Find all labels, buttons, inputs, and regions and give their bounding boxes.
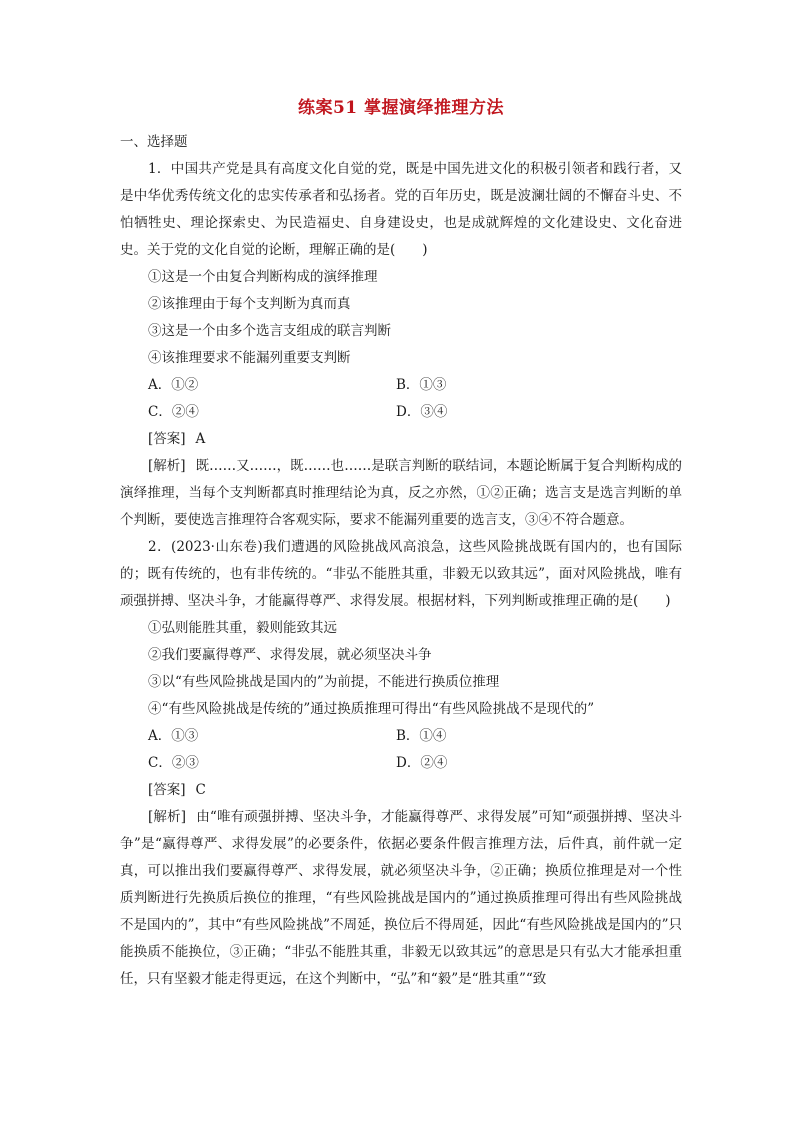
statement-item: ②我们要赢得尊严、求得发展，就必须坚决斗争 <box>148 647 432 663</box>
answer-tag: [答案] <box>148 782 186 798</box>
choice-row <box>120 750 682 777</box>
choice-d: D．②④ <box>396 755 448 771</box>
statement-item: ①这是一个由复合判断构成的演绎推理 <box>148 269 378 285</box>
section-heading: 一、选择题 <box>120 134 188 150</box>
analysis-text: 既……又……，既……也……是联言判断的联结词，本题论断属于复合判断构成的演绎推理，当每个支判断都真时推理结论为真，反之亦然，①②正确；选言支是选言判断的单个判断，要使选言推理符合客观实际，要求不能漏列重要的选言支，③④不符合题意。 <box>120 458 682 528</box>
choice-row <box>120 372 682 399</box>
choice-c: C．②④ <box>148 404 199 420</box>
answer-value: C <box>195 782 206 798</box>
question-2 <box>120 534 682 993</box>
choice-d: D．③④ <box>396 404 448 420</box>
analysis-paragraph <box>120 804 682 993</box>
choice-row <box>120 399 682 426</box>
statement-item: ①弘则能胜其重，毅则能致其远 <box>148 620 337 636</box>
choice-b: B．①④ <box>396 728 447 744</box>
document-page <box>120 95 682 993</box>
choice-b: B．①③ <box>396 377 447 393</box>
choice-c: C．②③ <box>148 755 199 771</box>
statement-item: ②该推理由于每个支判断为真而真 <box>148 296 351 312</box>
statement-item: ④“有些风险挑战是传统的”通过换质推理可得出“有些风险挑战不是现代的” <box>148 701 595 717</box>
analysis-tag: [解析] <box>148 458 186 474</box>
analysis-tag: [解析] <box>148 809 187 825</box>
question-stem: 1．中国共产党是具有高度文化自觉的党，既是中国先进文化的积极引领者和践行者，又是中华优秀传统文化的忠实传承者和弘扬者。党的百年历史，既是波澜壮阔的不懈奋斗史、不怕牺牲史、理论探索史、为民造福史、自身建设史，也是成就辉煌的文化建设史、文化奋进史。关于党的文化自觉的论断，理解正确的是( ) <box>120 161 682 258</box>
statement-item: ④该推理要求不能漏列重要支判断 <box>148 350 351 366</box>
statement-item: ③这是一个由多个选言支组成的联言判断 <box>148 323 391 339</box>
analysis-paragraph <box>120 453 682 534</box>
choice-a: A．①② <box>148 377 199 393</box>
answer-line <box>120 777 682 804</box>
analysis-text: 由“唯有顽强拼搏、坚决斗争，才能赢得尊严、求得发展”可知“顽强拼搏、坚决斗争”是“赢得尊严、求得发展”的必要条件，依据必要条件假言推理方法，后件真，前件就一定真，可以推出我们要赢得尊严、求得发展，就必须坚决斗争，②正确；换质位推理是对一个性质判断进行先换质后换位的推理，“有些风险挑战是国内的”通过换质推理可得出有些风险挑战不是国内的”，其中“有些风险挑战”不周延，换位后不得周延，因此“有些风险挑战是国内的”只能换质不能换位，③正确；“非弘不能胜其重，非毅无以致其远”的意思是只有弘大才能承担重任，只有坚毅才能走得更远，在这个判断中，“弘”和“毅”是“胜其重”“致 <box>120 809 682 987</box>
question-1 <box>120 156 682 534</box>
question-stem: 2．(2023·山东卷)我们遭遇的风险挑战风高浪急，这些风险挑战既有国内的，也有国际的；既有传统的，也有非传统的。“非弘不能胜其重，非毅无以致其远”，面对风险挑战，唯有顽强拼搏、坚决斗争，才能赢得尊严、求得发展。根据材料，下列判断或推理正确的是( ) <box>120 539 682 609</box>
answer-value: A <box>195 431 206 447</box>
answer-line <box>120 426 682 453</box>
page-title: 练案51 掌握演绎推理方法 <box>297 98 505 118</box>
statement-item: ③以“有些风险挑战是国内的”为前提，不能进行换质位推理 <box>148 674 500 690</box>
choice-a: A．①③ <box>148 728 199 744</box>
choice-row <box>120 723 682 750</box>
answer-tag: [答案] <box>148 431 186 447</box>
